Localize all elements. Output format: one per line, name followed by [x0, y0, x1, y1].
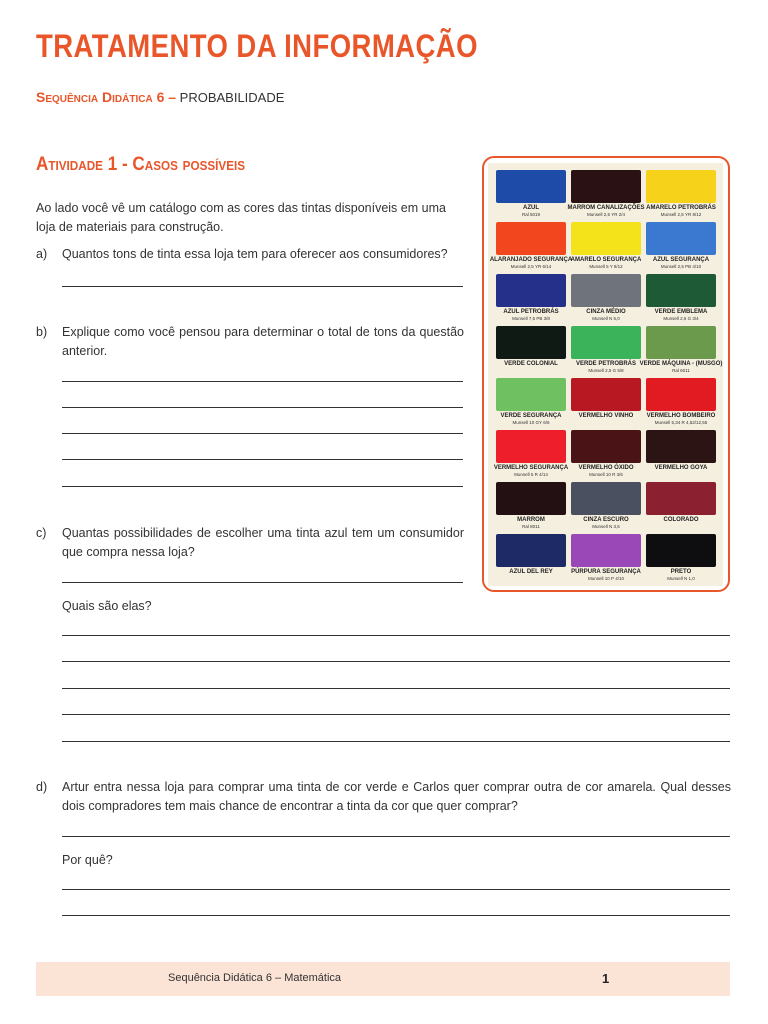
swatch-name: MARROM	[517, 517, 545, 523]
paint-swatch	[571, 222, 641, 274]
paint-swatch	[646, 430, 716, 482]
swatch-code: Munsell 2,5 G 3/4	[663, 316, 699, 321]
swatch-color	[496, 430, 566, 463]
paint-swatch	[571, 274, 641, 326]
footer-text: Sequência Didática 6 – Matemática	[168, 972, 342, 984]
swatch-color	[496, 222, 566, 255]
swatch-code: Munsell N 5,0	[592, 316, 620, 321]
swatch-color	[646, 430, 716, 463]
paint-swatch	[496, 274, 566, 326]
swatch-name: VERDE SEGURANÇA	[500, 413, 562, 419]
swatch-name: VERMELHO GOYA	[654, 465, 708, 471]
topic-label: PROBABILIDADE	[179, 90, 285, 105]
paint-swatch	[496, 326, 566, 378]
swatch-color	[646, 378, 716, 411]
swatch-name: COLORADO	[663, 517, 699, 523]
swatch-name: AZUL PETROBRÁS	[503, 309, 559, 315]
paint-swatch	[646, 274, 716, 326]
swatch-color	[496, 274, 566, 307]
paint-swatch	[496, 482, 566, 534]
swatch-name: VERMELHO BOMBEIRO	[646, 413, 716, 419]
question-d-text: Artur entra nessa loja para comprar uma tinta de cor verde e Carlos quer comprar outra de cor amarela. Qual desses dois compradores tem mais chance de encontrar a tinta da cor que quer comprar?	[62, 780, 731, 813]
swatch-name: VERMELHO ÓXIDO	[578, 465, 634, 471]
swatch-color	[646, 274, 716, 307]
swatch-name: AMARELO PETROBRÁS	[646, 205, 716, 211]
swatch-code: Ral 8011	[522, 524, 540, 529]
question-a-label: a)	[36, 247, 48, 261]
swatch-color	[646, 534, 716, 567]
paint-catalog-grid	[488, 163, 723, 586]
page-number: 1	[602, 971, 610, 986]
answer-line[interactable]	[62, 915, 730, 916]
swatch-code: Munsell 5,34 R 4,52/12,55	[654, 420, 708, 425]
answer-line[interactable]	[62, 661, 730, 662]
swatch-code: Munsell 2,5 YR 8/12	[660, 212, 702, 217]
swatch-name: CINZA MÉDIO	[586, 309, 626, 315]
paint-swatch	[646, 170, 716, 222]
swatch-name: AZUL	[523, 205, 539, 211]
answer-line[interactable]	[62, 714, 730, 715]
swatch-code: Munsell N 3,5	[592, 524, 620, 529]
swatch-color	[571, 326, 641, 359]
question-d-label: d)	[36, 780, 48, 794]
swatch-color	[571, 482, 641, 515]
answer-line[interactable]	[62, 433, 463, 434]
swatch-color	[571, 222, 641, 255]
answer-line[interactable]	[62, 635, 730, 636]
swatch-code: Ral 5019	[521, 212, 540, 217]
paint-swatch	[646, 222, 716, 274]
paint-swatch	[496, 534, 566, 586]
page-title: TRATAMENTO DA INFORMAÇÃO	[36, 28, 478, 64]
swatch-color	[496, 378, 566, 411]
answer-line[interactable]	[62, 741, 730, 742]
swatch-code: Munsell 5 Y 8/12	[589, 264, 623, 269]
paint-swatch	[646, 482, 716, 534]
swatch-name: PÚRPURA SEGURANÇA	[571, 569, 641, 575]
question-b-text: Explique como você pensou para determinar o total de tons da questão anterior.	[62, 325, 464, 358]
swatch-name: VERDE MÁQUINA - (MUSGO)	[639, 361, 723, 367]
paint-swatch	[571, 482, 641, 534]
question-c-label: c)	[36, 526, 47, 540]
swatch-code: Munsell 2,5 G 5/8	[588, 368, 624, 373]
paint-swatch	[567, 170, 645, 222]
swatch-code: Munsell 10 GY 6/6	[512, 420, 550, 425]
swatch-color	[496, 326, 566, 359]
swatch-name: VERDE EMBLEMA	[654, 309, 708, 315]
swatch-name: VERDE COLONIAL	[504, 361, 558, 367]
swatch-color	[496, 482, 566, 515]
swatch-code: Munsell N 1,0	[667, 576, 695, 581]
swatch-color	[571, 170, 641, 203]
answer-line[interactable]	[62, 459, 463, 460]
paint-swatch	[646, 534, 716, 586]
swatch-color	[646, 222, 716, 255]
swatch-code: Munsell 2,5 PB 4/10	[660, 264, 702, 269]
paint-swatch	[639, 326, 723, 378]
answer-line[interactable]	[62, 486, 463, 487]
question-b-label: b)	[36, 325, 48, 339]
answer-line[interactable]	[62, 688, 730, 689]
paint-swatch	[571, 430, 641, 482]
swatch-code: Munsell 10 R 3/6	[589, 472, 623, 477]
sequence-label: Sequência Didática 6 –	[36, 89, 177, 105]
question-c-text: Quantas possibilidades de escolher uma tinta azul tem um consumidor que compra nessa loja?	[62, 526, 464, 559]
swatch-code: Ral 6011	[672, 368, 690, 373]
swatch-color	[646, 170, 716, 203]
swatch-code: Munsell 7,5 PB 3/8	[512, 316, 550, 321]
sequence-subtitle	[36, 89, 284, 105]
answer-line[interactable]	[62, 582, 463, 583]
paint-swatch	[571, 378, 641, 430]
paint-swatch	[496, 378, 566, 430]
paint-swatch	[646, 378, 716, 430]
swatch-color	[571, 378, 641, 411]
question-a-text: Quantos tons de tinta essa loja tem para oferecer aos consumidores?	[62, 247, 448, 261]
paint-swatch	[489, 222, 573, 274]
swatch-code: Munsell 2,5 YR 6/14	[510, 264, 552, 269]
swatch-code: Munsell 5 R 4/14	[514, 472, 548, 477]
swatch-color	[571, 430, 641, 463]
answer-line[interactable]	[62, 889, 730, 890]
activity-intro: Ao lado você vê um catálogo com as cores das tintas disponíveis em uma loja de materiais para construção.	[36, 201, 446, 234]
activity-title: Atividade 1 - Casos possíveis	[36, 154, 246, 175]
paint-swatch	[571, 534, 641, 586]
answer-line[interactable]	[62, 286, 463, 287]
answer-line[interactable]	[62, 407, 463, 408]
swatch-name: AZUL DEL REY	[509, 569, 553, 575]
swatch-color	[646, 482, 716, 515]
answer-line[interactable]	[62, 836, 730, 837]
paint-swatch	[571, 326, 641, 378]
page-footer	[36, 962, 730, 996]
swatch-name: VERMELHO SEGURANÇA	[493, 465, 569, 471]
swatch-color	[496, 170, 566, 203]
swatch-code: Munsell 2,5 YR 2/4	[587, 212, 625, 217]
swatch-color	[646, 326, 716, 359]
swatch-name: CINZA ESCURO	[583, 517, 629, 523]
answer-line[interactable]	[62, 381, 463, 382]
swatch-name: AZUL SEGURANÇA	[652, 257, 710, 263]
paint-swatch	[493, 430, 569, 482]
swatch-color	[571, 274, 641, 307]
swatch-name: VERMELHO VINHO	[578, 413, 634, 419]
swatch-name: MARROM CANALIZAÇÕES	[567, 205, 645, 211]
paint-swatch	[496, 170, 566, 222]
swatch-name: ALARANJADO SEGURANÇA	[489, 257, 573, 263]
question-d-followup: Por quê?	[62, 853, 113, 867]
swatch-color	[496, 534, 566, 567]
question-c-followup: Quais são elas?	[62, 599, 152, 613]
swatch-name: VERDE PETROBRÁS	[575, 361, 636, 367]
swatch-code: Munsell 10 P 4/10	[588, 576, 624, 581]
swatch-name: PRETO	[670, 569, 692, 575]
swatch-name: AMARELO SEGURANÇA	[570, 257, 642, 263]
swatch-color	[571, 534, 641, 567]
